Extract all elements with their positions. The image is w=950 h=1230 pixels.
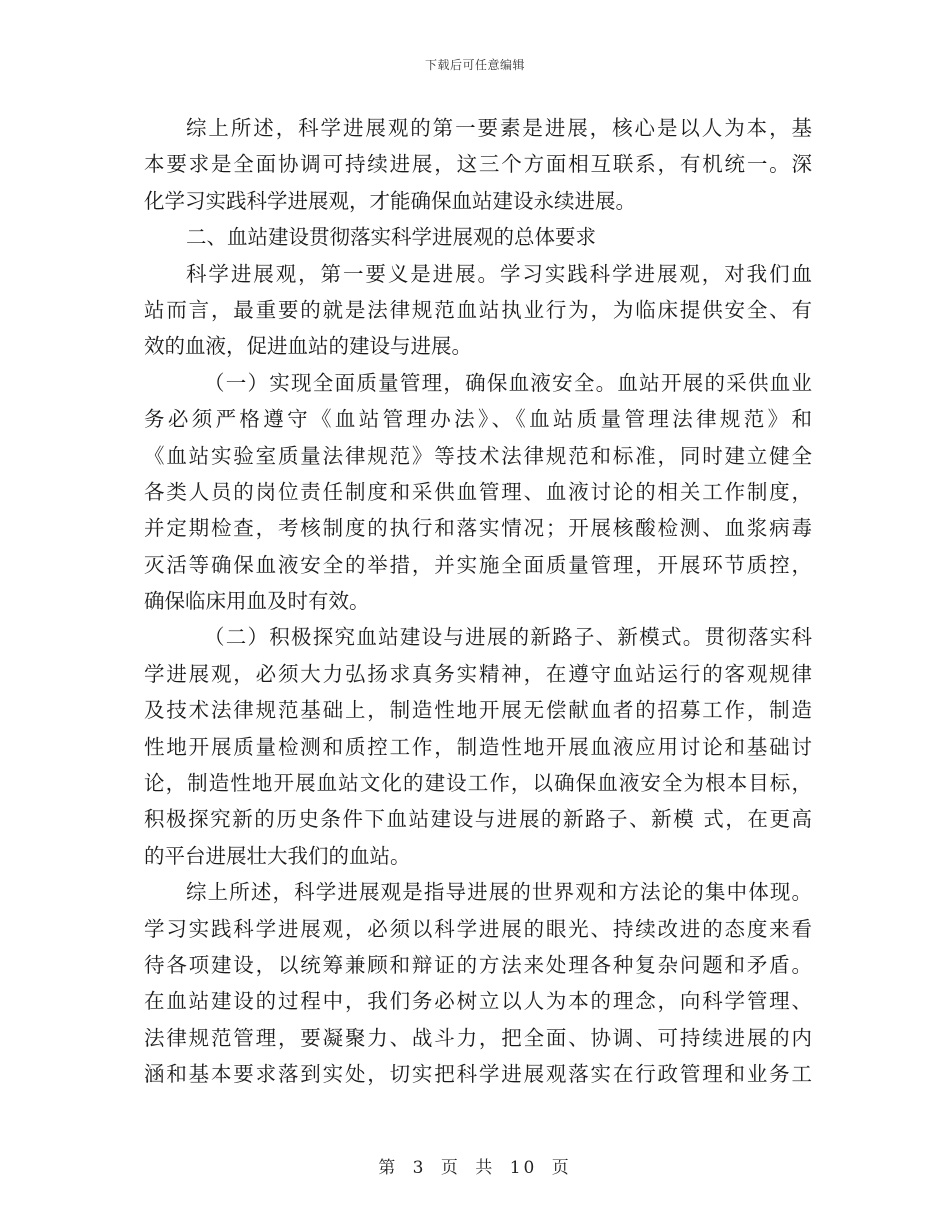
text-line: 待各项建设，以统筹兼顾和辩证的方法来处理各种复杂问题和矛盾。 bbox=[144, 952, 812, 977]
page-footer: 第 3 页 共 10 页 bbox=[378, 1158, 572, 1178]
text-line: 积极探究新的历史条件下血站建设与进展的新路子、新模 式，在更高 bbox=[144, 807, 812, 832]
text-line: 本要求是全面协调可持续进展，这三个方面相互联系，有机统一。深 bbox=[144, 152, 812, 177]
text-line: 学进展观，必须大力弘扬求真务实精神，在遵守血站运行的客观规律 bbox=[144, 661, 812, 686]
page-header: 下载后可任意编辑 bbox=[424, 58, 525, 72]
text-line: 务必须严格遵守《血站管理办法》、《血站质量管理法律规范》和 bbox=[144, 407, 812, 432]
text-line: 灭活等确保血液安全的举措，并实施全面质量管理，开展环节质控， bbox=[144, 552, 812, 577]
text-line: 效的血液，促进血站的建设与进展。 bbox=[144, 334, 472, 359]
text-line: 确保临床用血及时有效。 bbox=[144, 589, 370, 614]
text-line: 在血站建设的过程中，我们务必树立以人为本的理念，向科学管理、 bbox=[144, 989, 812, 1014]
text-line: 《血站实验室质量法律规范》等技术法律规范和标准，同时建立健全 bbox=[144, 443, 812, 468]
text-line: 的平台进展壮大我们的血站。 bbox=[144, 843, 411, 868]
text-line: 综上所述，科学进展观是指导进展的世界观和方法论的集中体现。 bbox=[186, 880, 812, 905]
text-line: 站而言，最重要的就是法律规范血站执业行为，为临床提供安全、有 bbox=[144, 297, 812, 322]
text-line: 涵和基本要求落到实处，切实把科学进展观落实在行政管理和业务工 bbox=[144, 1062, 812, 1087]
text-line: 并定期检查，考核制度的执行和落实情况；开展核酸检测、血浆病毒 bbox=[144, 516, 812, 541]
text-line: 法律规范管理，要凝聚力、战斗力，把全面、协调、可持续进展的内 bbox=[144, 1025, 812, 1050]
text-line: 二、血站建设贯彻落实科学进展观的总体要求 bbox=[186, 225, 596, 250]
text-line: 及技术法律规范基础上，制造性地开展无偿献血者的招募工作，制造 bbox=[144, 698, 812, 723]
text-line: 化学习实践科学进展观，才能确保血站建设永续进展。 bbox=[144, 188, 636, 213]
document-body bbox=[144, 110, 812, 1093]
text-line: 论，制造性地开展血站文化的建设工作，以确保血液安全为根本目标， bbox=[144, 771, 812, 796]
text-line: （一）实现全面质量管理，确保血液安全。血站开展的采供血业 bbox=[204, 370, 812, 395]
text-line: 科学进展观，第一要义是进展。学习实践科学进展观，对我们血 bbox=[186, 261, 812, 286]
text-line: 性地开展质量检测和质控工作，制造性地开展血液应用讨论和基础讨 bbox=[144, 734, 812, 759]
text-line: （二）积极探究血站建设与进展的新路子、新模式。贯彻落实科 bbox=[204, 625, 812, 650]
text-line: 各类人员的岗位责任制度和采供血管理、血液讨论的相关工作制度， bbox=[144, 479, 812, 504]
text-line: 综上所述，科学进展观的第一要素是进展，核心是以人为本，基 bbox=[186, 116, 812, 140]
text-line: 学习实践科学进展观，必须以科学进展的眼光、持续改进的态度来看 bbox=[144, 916, 812, 941]
